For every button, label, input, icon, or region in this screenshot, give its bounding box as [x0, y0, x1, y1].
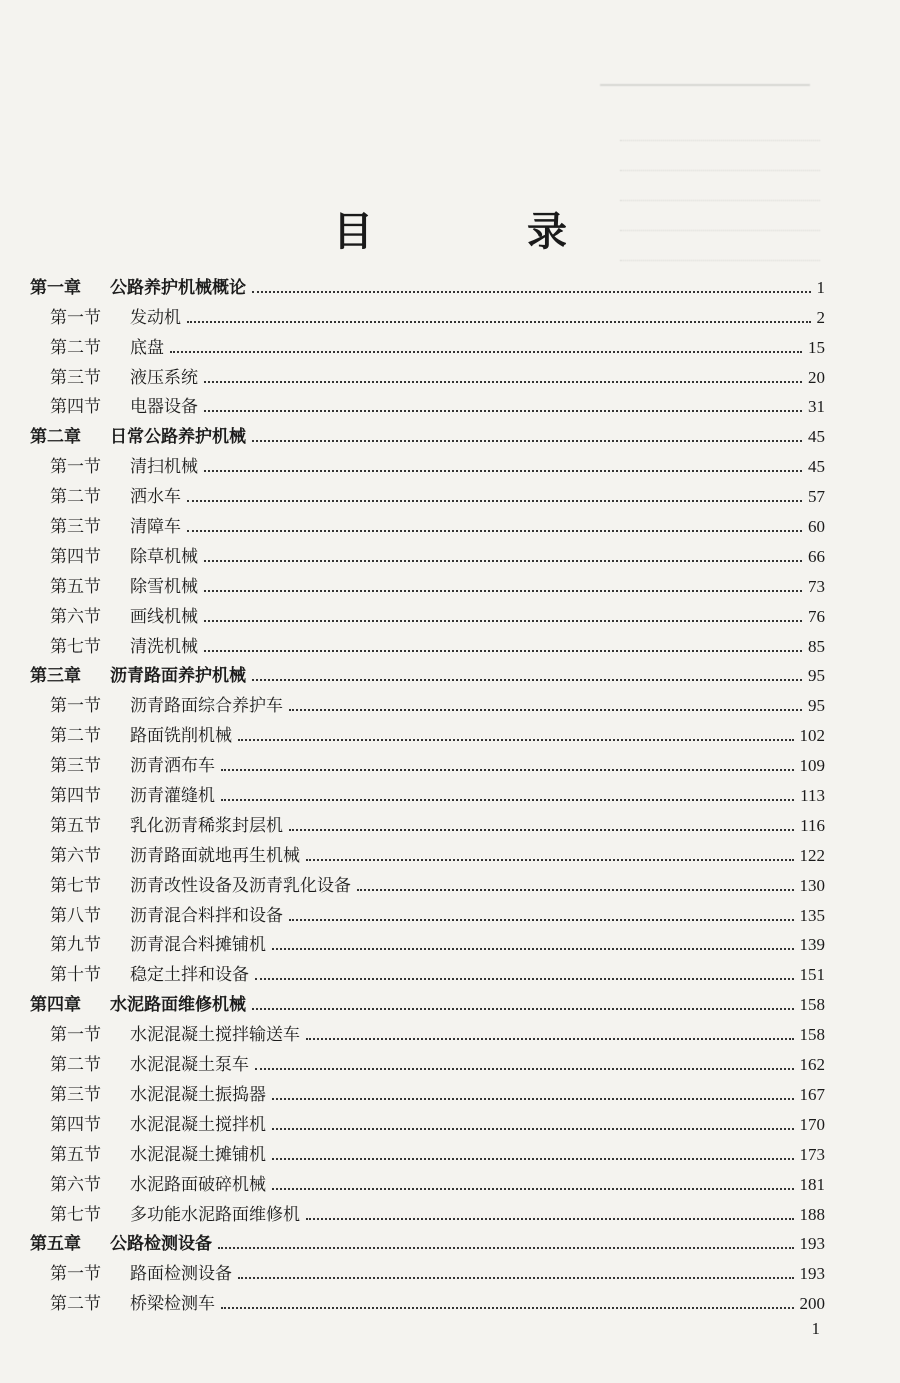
- toc-leader-dots: [306, 1038, 794, 1040]
- toc-section-row: [30, 597, 825, 627]
- toc-section-row: [30, 686, 825, 716]
- toc-entry-title: 洒水车: [130, 487, 181, 508]
- toc-entry-title: 稳定土拌和设备: [130, 965, 249, 986]
- toc-leader-dots: [204, 410, 802, 412]
- toc-entry-number: 第四节: [50, 1114, 101, 1135]
- toc-entry-title: 日常公路养护机械: [110, 427, 246, 448]
- toc-section-row: [30, 1284, 825, 1314]
- toc-entry-number: 第十节: [50, 965, 101, 986]
- toc-section-row: [30, 447, 825, 477]
- toc-leader-dots: [357, 889, 794, 891]
- toc-leader-dots: [204, 470, 802, 472]
- toc-entry-page: 95: [808, 696, 825, 716]
- toc-entry-page: 193: [799, 1234, 825, 1254]
- toc-entry-page: 73: [808, 576, 825, 596]
- toc-section-row: [30, 1195, 825, 1225]
- toc-entry-number: 第二节: [50, 1294, 101, 1315]
- toc-section-row: [30, 328, 825, 358]
- toc-chapter-row: [30, 268, 825, 298]
- toc-entry-title: 水泥混凝土搅拌输送车: [130, 1025, 300, 1046]
- toc-entry-page: 76: [808, 606, 825, 626]
- toc-entry-title: 路面铣削机械: [130, 726, 232, 747]
- toc-entry-number: 第四节: [50, 786, 101, 807]
- ghost-line: [620, 130, 820, 141]
- toc-entry-page: 173: [799, 1144, 825, 1164]
- toc-entry-number: 第五节: [50, 576, 101, 597]
- toc-entry-number: 第三节: [50, 1084, 101, 1105]
- toc-leader-dots: [204, 560, 802, 562]
- toc-entry-number: 第四节: [50, 546, 101, 567]
- toc-leader-dots: [272, 1188, 794, 1190]
- toc-entry-page: 109: [799, 756, 825, 776]
- toc-section-row: [30, 1135, 825, 1165]
- toc-entry-number: 第六节: [50, 606, 101, 627]
- toc-entry-title: 沥青改性设备及沥青乳化设备: [130, 875, 351, 896]
- toc-leader-dots: [204, 381, 802, 383]
- toc-entry-title: 沥青灌缝机: [130, 786, 215, 807]
- toc-entry-page: 85: [808, 636, 825, 656]
- toc-leader-dots: [221, 799, 794, 801]
- toc-entry-number: 第一章: [30, 277, 81, 298]
- table-of-contents: [30, 268, 825, 1314]
- toc-entry-number: 第七节: [50, 875, 101, 896]
- toc-entry-title: 水泥混凝土振捣器: [130, 1084, 266, 1105]
- toc-leader-dots: [170, 351, 802, 353]
- toc-entry-title: 水泥混凝土泵车: [130, 1055, 249, 1076]
- toc-entry-number: 第一节: [50, 457, 101, 478]
- toc-entry-page: 188: [799, 1204, 825, 1224]
- toc-entry-number: 第二节: [50, 1055, 101, 1076]
- toc-entry-number: 第一节: [50, 1264, 101, 1285]
- toc-entry-title: 公路养护机械概论: [110, 277, 246, 298]
- toc-section-row: [30, 1254, 825, 1284]
- toc-section-row: [30, 1105, 825, 1135]
- toc-entry-title: 多功能水泥路面维修机: [130, 1204, 300, 1225]
- ghost-line: [620, 160, 820, 171]
- toc-entry-title: 公路检测设备: [110, 1234, 212, 1255]
- toc-leader-dots: [218, 1247, 794, 1249]
- toc-leader-dots: [187, 321, 811, 323]
- toc-section-row: [30, 298, 825, 328]
- toc-entry-number: 第四节: [50, 397, 101, 418]
- toc-entry-page: 151: [799, 965, 825, 985]
- toc-section-row: [30, 926, 825, 956]
- toc-entry-title: 水泥混凝土摊铺机: [130, 1144, 266, 1165]
- toc-entry-title: 底盘: [130, 337, 164, 358]
- toc-leader-dots: [187, 500, 802, 502]
- toc-entry-title: 沥青路面就地再生机械: [130, 845, 300, 866]
- toc-section-row: [30, 776, 825, 806]
- toc-entry-page: 122: [799, 845, 825, 865]
- toc-entry-number: 第二节: [50, 487, 101, 508]
- toc-entry-number: 第一节: [50, 696, 101, 717]
- toc-entry-number: 第四章: [30, 995, 81, 1016]
- toc-leader-dots: [272, 1128, 794, 1130]
- toc-entry-title: 桥梁检测车: [130, 1294, 215, 1315]
- toc-entry-number: 第一节: [50, 307, 101, 328]
- toc-entry-page: 158: [799, 1025, 825, 1045]
- toc-entry-page: 102: [799, 726, 825, 746]
- toc-section-row: [30, 806, 825, 836]
- toc-entry-page: 31: [808, 397, 825, 417]
- toc-leader-dots: [252, 440, 802, 442]
- toc-entry-title: 除雪机械: [130, 576, 198, 597]
- toc-entry-title: 电器设备: [130, 397, 198, 418]
- page-title: 目 录: [333, 208, 637, 255]
- toc-entry-page: 130: [799, 875, 825, 895]
- toc-entry-page: 45: [808, 457, 825, 477]
- toc-entry-page: 139: [799, 935, 825, 955]
- toc-chapter-row: [30, 985, 825, 1015]
- toc-entry-title: 沥青混合料拌和设备: [130, 905, 283, 926]
- toc-entry-number: 第三章: [30, 666, 81, 687]
- toc-entry-page: 113: [800, 786, 825, 806]
- toc-leader-dots: [252, 679, 802, 681]
- toc-entry-number: 第七节: [50, 1204, 101, 1225]
- toc-section-row: [30, 1165, 825, 1195]
- toc-leader-dots: [272, 1098, 794, 1100]
- toc-leader-dots: [252, 1008, 794, 1010]
- toc-entry-page: 60: [808, 517, 825, 537]
- toc-section-row: [30, 567, 825, 597]
- toc-leader-dots: [289, 829, 794, 831]
- toc-section-row: [30, 746, 825, 776]
- toc-entry-number: 第七节: [50, 636, 101, 657]
- toc-entry-page: 162: [799, 1055, 825, 1075]
- toc-entry-page: 20: [808, 367, 825, 387]
- toc-leader-dots: [289, 709, 802, 711]
- toc-entry-title: 除草机械: [130, 546, 198, 567]
- toc-section-row: [30, 537, 825, 567]
- toc-entry-title: 沥青路面综合养护车: [130, 696, 283, 717]
- toc-entry-title: 画线机械: [130, 606, 198, 627]
- toc-entry-title: 液压系统: [130, 367, 198, 388]
- toc-section-row: [30, 896, 825, 926]
- toc-section-row: [30, 955, 825, 985]
- toc-leader-dots: [204, 650, 802, 652]
- toc-section-row: [30, 866, 825, 896]
- toc-entry-title: 沥青混合料摊铺机: [130, 935, 266, 956]
- toc-section-row: [30, 507, 825, 537]
- toc-entry-page: 66: [808, 546, 825, 566]
- toc-entry-title: 清扫机械: [130, 457, 198, 478]
- page-number: 1: [811, 1319, 820, 1338]
- toc-leader-dots: [255, 1068, 794, 1070]
- toc-entry-page: 170: [799, 1114, 825, 1134]
- toc-section-row: [30, 716, 825, 746]
- toc-entry-page: 116: [800, 815, 825, 835]
- toc-entry-title: 水泥路面破碎机械: [130, 1174, 266, 1195]
- toc-entry-page: 181: [799, 1174, 825, 1194]
- toc-entry-page: 45: [808, 427, 825, 447]
- toc-entry-page: 158: [799, 995, 825, 1015]
- toc-entry-title: 发动机: [130, 307, 181, 328]
- toc-entry-number: 第三节: [50, 367, 101, 388]
- toc-leader-dots: [187, 530, 802, 532]
- toc-entry-page: 193: [799, 1264, 825, 1284]
- toc-entry-title: 沥青洒布车: [130, 756, 215, 777]
- toc-entry-page: 2: [816, 307, 825, 327]
- toc-entry-number: 第五章: [30, 1234, 81, 1255]
- toc-entry-page: 135: [799, 905, 825, 925]
- toc-entry-title: 清障车: [130, 517, 181, 538]
- toc-entry-number: 第六节: [50, 845, 101, 866]
- toc-entry-page: 95: [808, 666, 825, 686]
- toc-entry-number: 第八节: [50, 905, 101, 926]
- toc-section-row: [30, 1045, 825, 1075]
- toc-leader-dots: [221, 1307, 794, 1309]
- toc-leader-dots: [238, 1277, 794, 1279]
- toc-section-row: [30, 1015, 825, 1045]
- toc-entry-page: 15: [808, 337, 825, 357]
- toc-leader-dots: [289, 919, 794, 921]
- toc-leader-dots: [204, 590, 802, 592]
- toc-section-row: [30, 388, 825, 418]
- toc-entry-page: 1: [816, 277, 825, 297]
- toc-entry-number: 第一节: [50, 1025, 101, 1046]
- toc-entry-page: 167: [799, 1084, 825, 1104]
- toc-entry-number: 第二节: [50, 726, 101, 747]
- toc-chapter-row: [30, 417, 825, 447]
- toc-leader-dots: [221, 769, 794, 771]
- toc-section-row: [30, 1075, 825, 1105]
- toc-leader-dots: [255, 978, 794, 980]
- toc-entry-number: 第二章: [30, 427, 81, 448]
- toc-leader-dots: [272, 948, 794, 950]
- ghost-header-bar: [600, 62, 810, 86]
- toc-leader-dots: [272, 1158, 794, 1160]
- toc-section-row: [30, 627, 825, 657]
- toc-entry-title: 沥青路面养护机械: [110, 666, 246, 687]
- toc-section-row: [30, 358, 825, 388]
- toc-leader-dots: [238, 739, 794, 741]
- toc-entry-page: 57: [808, 487, 825, 507]
- toc-section-row: [30, 836, 825, 866]
- toc-chapter-row: [30, 657, 825, 687]
- toc-leader-dots: [204, 620, 802, 622]
- toc-entry-title: 路面检测设备: [130, 1264, 232, 1285]
- toc-entry-number: 第五节: [50, 1144, 101, 1165]
- toc-entry-title: 乳化沥青稀浆封层机: [130, 815, 283, 836]
- toc-entry-title: 水泥路面维修机械: [110, 995, 246, 1016]
- toc-entry-number: 第六节: [50, 1174, 101, 1195]
- toc-entry-number: 第五节: [50, 815, 101, 836]
- toc-entry-number: 第三节: [50, 756, 101, 777]
- toc-section-row: [30, 477, 825, 507]
- toc-chapter-row: [30, 1225, 825, 1255]
- toc-leader-dots: [306, 859, 794, 861]
- toc-entry-number: 第二节: [50, 337, 101, 358]
- toc-entry-title: 清洗机械: [130, 636, 198, 657]
- toc-entry-title: 水泥混凝土搅拌机: [130, 1114, 266, 1135]
- toc-leader-dots: [252, 291, 811, 293]
- toc-leader-dots: [306, 1218, 794, 1220]
- toc-entry-page: 200: [799, 1294, 825, 1314]
- toc-entry-number: 第九节: [50, 935, 101, 956]
- toc-entry-number: 第三节: [50, 517, 101, 538]
